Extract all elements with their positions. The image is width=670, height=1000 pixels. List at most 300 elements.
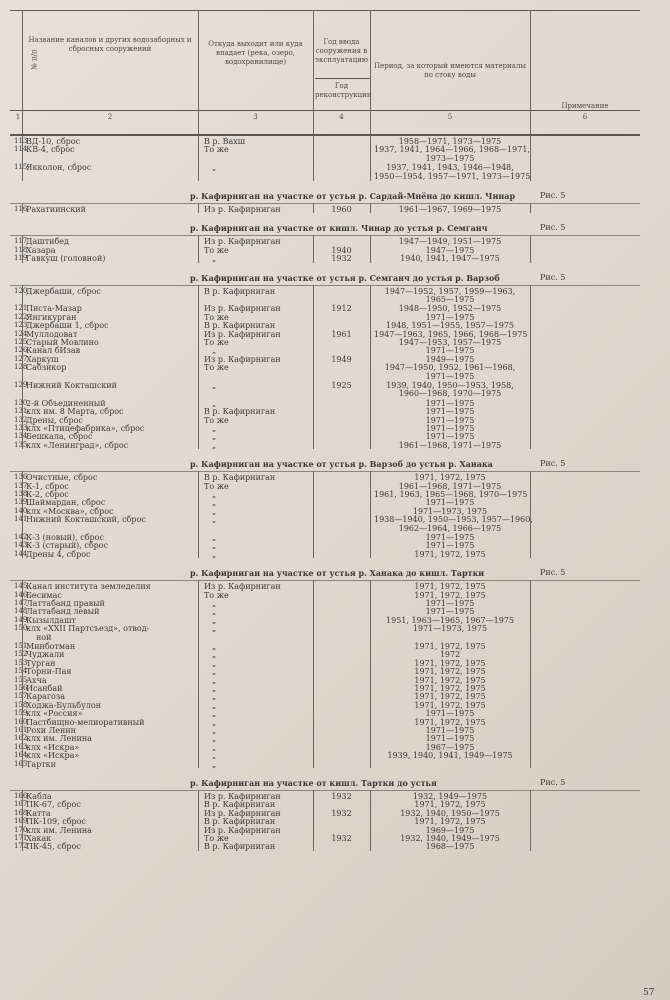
row-period: 1948—1950, 1952—1975 bbox=[398, 304, 502, 314]
body-column-divider bbox=[198, 285, 199, 450]
row-name: Якколон, сброс bbox=[26, 163, 92, 173]
row-number: 138 bbox=[14, 490, 28, 498]
header-col4-inner-rule bbox=[315, 78, 370, 79]
row-number: 167 bbox=[14, 800, 28, 809]
row-source: В р. Вахш bbox=[204, 137, 246, 146]
table-row bbox=[0, 254, 670, 262]
row-source: „ bbox=[212, 709, 217, 719]
row-name: Хазара bbox=[26, 245, 56, 255]
row-source: Из р. Кафирниган bbox=[204, 825, 281, 835]
row-source: „ bbox=[212, 667, 217, 677]
row-period: 1971—1975 bbox=[425, 709, 475, 719]
row-source: „ bbox=[212, 398, 217, 408]
row-number: 158 bbox=[14, 700, 28, 709]
row-period: 1937, 1941, 1943, 1946—1948, bbox=[386, 163, 514, 173]
row-source: „ bbox=[212, 615, 217, 625]
body-column-divider bbox=[313, 471, 314, 558]
row-source: Из р. Кафирниган bbox=[204, 205, 281, 214]
table-row bbox=[0, 346, 670, 354]
header-num-5: 5 bbox=[447, 113, 453, 121]
row-source: „ bbox=[212, 607, 217, 617]
row-name: Нижний Кокташский bbox=[26, 381, 117, 390]
row-source: То же bbox=[204, 245, 229, 255]
row-period: 1971—1973, 1975 bbox=[412, 624, 488, 634]
row-source: „ bbox=[212, 533, 217, 542]
row-source: То же bbox=[204, 834, 229, 843]
row-period: 1969—1975 bbox=[425, 825, 475, 835]
table-row bbox=[0, 424, 670, 432]
table-row bbox=[0, 473, 670, 481]
section-figure-ref: Рис. 5 bbox=[540, 778, 566, 787]
table-row bbox=[0, 363, 670, 380]
table-row bbox=[0, 842, 670, 850]
row-period: 1967—1975 bbox=[425, 742, 475, 752]
row-year: 1932 bbox=[331, 792, 352, 801]
table-row bbox=[0, 145, 670, 162]
row-source: „ bbox=[212, 515, 217, 525]
row-name: К-1, сброс bbox=[26, 481, 69, 491]
body-column-divider bbox=[313, 285, 314, 450]
table-row bbox=[0, 659, 670, 667]
row-year: 1925 bbox=[331, 381, 352, 390]
row-name: Кабла bbox=[26, 792, 52, 801]
row-number: 126 bbox=[14, 346, 28, 355]
table-row bbox=[0, 205, 670, 213]
row-name: Ходжа-Бульбулон bbox=[26, 700, 102, 710]
header-col-number: № п/п bbox=[30, 49, 39, 70]
row-source: То же bbox=[204, 363, 229, 373]
row-period: 1950—1954, 1957—1971, 1973—1975 bbox=[374, 171, 531, 181]
row-source: В р. Кафирниган bbox=[204, 286, 276, 296]
row-period: 1971, 1972, 1975 bbox=[414, 717, 486, 727]
table-row bbox=[0, 650, 670, 658]
row-period: 1932, 1940, 1950—1975 bbox=[400, 808, 500, 818]
row-year: 1960 bbox=[331, 205, 352, 214]
row-year: 1932 bbox=[331, 808, 352, 818]
row-number: 120 bbox=[14, 286, 28, 295]
table-row bbox=[0, 355, 670, 363]
body-column-divider bbox=[198, 135, 199, 181]
row-name: Дрены 4, сброс bbox=[26, 549, 91, 559]
row-name: Катта bbox=[26, 808, 51, 818]
table-row bbox=[0, 399, 670, 407]
row-number: 136 bbox=[14, 473, 28, 482]
table-row bbox=[0, 642, 670, 650]
row-number: 129 bbox=[14, 381, 28, 389]
row-period: 1971—1975 bbox=[425, 726, 475, 735]
row-number: 166 bbox=[14, 792, 28, 800]
row-period: 1971—1975 bbox=[425, 371, 475, 381]
row-source: „ bbox=[212, 734, 217, 744]
row-number: 141 bbox=[14, 515, 28, 524]
row-name: Пастбищно-мелиоративный bbox=[26, 717, 145, 727]
row-number: 116 bbox=[14, 205, 28, 213]
row-period: 1971—1975 bbox=[425, 734, 475, 744]
row-period: 1971, 1972, 1975 bbox=[414, 675, 486, 685]
table-row bbox=[0, 498, 670, 506]
body-column-divider bbox=[198, 203, 199, 213]
table-row bbox=[0, 381, 670, 398]
row-source: Из р. Кафирниган bbox=[204, 582, 281, 592]
row-number: 171 bbox=[14, 834, 28, 842]
row-name: Тартки bbox=[26, 759, 56, 769]
row-source: В р. Кафирниган bbox=[204, 321, 276, 331]
table-row bbox=[0, 407, 670, 415]
table-row bbox=[0, 330, 670, 338]
row-period: 1962—1964, 1966—1975 bbox=[398, 523, 502, 533]
row-period: 1971—1975 bbox=[425, 398, 475, 408]
header-num-4: 4 bbox=[339, 113, 344, 121]
row-year: 1949 bbox=[331, 354, 352, 364]
row-name: Джербаши, сброс bbox=[26, 286, 101, 296]
row-number: 144 bbox=[14, 549, 28, 558]
row-period: 1947—1975 bbox=[425, 245, 475, 255]
section-figure-ref: Рис. 5 bbox=[540, 459, 566, 469]
row-source: „ bbox=[212, 684, 217, 693]
row-name: Латтабанд правый bbox=[26, 599, 105, 608]
body-column-divider bbox=[370, 471, 371, 558]
row-number: 142 bbox=[14, 533, 28, 541]
row-period: 1947—1953, 1957—1975 bbox=[398, 338, 502, 347]
row-period: 1971—1975 bbox=[425, 607, 475, 617]
body-column-divider bbox=[530, 285, 531, 450]
row-number: 161 bbox=[14, 726, 28, 734]
row-name: Канал института земледелия bbox=[26, 582, 151, 592]
row-name: клх им. Ленина bbox=[26, 825, 92, 835]
row-source: „ bbox=[212, 381, 217, 390]
row-name: ПК-45, сброс bbox=[26, 842, 81, 852]
row-number: 152 bbox=[14, 650, 28, 659]
row-period: 1961, 1963, 1965—1968, 1970—1975 bbox=[374, 490, 528, 499]
header-column-divider bbox=[530, 10, 531, 134]
table-row bbox=[0, 541, 670, 549]
body-column-divider bbox=[370, 580, 371, 768]
row-number: 153 bbox=[14, 658, 28, 667]
body-column-divider bbox=[313, 235, 314, 262]
row-period: 1971—1975 bbox=[425, 424, 475, 433]
row-period: 1961—1968, 1971—1975 bbox=[398, 481, 502, 491]
row-number: 160 bbox=[14, 717, 28, 726]
row-source: Из р. Кафирниган bbox=[204, 792, 281, 801]
row-number: 128 bbox=[14, 363, 28, 372]
body-column-divider bbox=[22, 580, 23, 768]
table-row bbox=[0, 616, 670, 624]
section-title: р. Кафирниган на участке от устья р. Семганч до устья р. Варзоб bbox=[190, 272, 500, 283]
row-number: 163 bbox=[14, 742, 28, 751]
row-source: „ bbox=[212, 506, 217, 516]
row-name: Рахатиинский bbox=[26, 205, 86, 214]
row-source: В р. Кафирниган bbox=[204, 407, 276, 417]
table-row bbox=[0, 734, 670, 742]
row-name: ВД-10, сброс bbox=[26, 137, 81, 146]
row-period: 1971—1975 bbox=[425, 541, 475, 551]
row-source: „ bbox=[212, 346, 217, 356]
body-column-divider bbox=[530, 235, 531, 262]
row-source: Из р. Кафирниган bbox=[204, 304, 281, 314]
table-row bbox=[0, 751, 670, 759]
row-source: „ bbox=[212, 424, 217, 433]
row-name: 2-й Объединенный bbox=[26, 398, 106, 408]
row-number: 118 bbox=[14, 245, 28, 254]
table-row bbox=[0, 826, 670, 834]
table-row bbox=[0, 701, 670, 709]
row-source: В р. Кафирниган bbox=[204, 817, 276, 827]
row-source: „ bbox=[212, 742, 217, 752]
body-column-divider bbox=[22, 471, 23, 558]
row-source: „ bbox=[212, 717, 217, 727]
row-period: 1972 bbox=[439, 650, 461, 660]
header-num-3: 3 bbox=[253, 113, 258, 121]
section-title: р. Кафирниган на участке от кишл. Тартки до устья bbox=[190, 778, 437, 788]
row-period: 1939, 1940, 1950—1953, 1958, bbox=[386, 381, 514, 390]
row-period: 1947—1952, 1957, 1959—1963, bbox=[384, 286, 516, 296]
row-number: 132 bbox=[14, 415, 28, 424]
row-period: 1947—1950, 1952, 1961—1968, bbox=[384, 363, 516, 373]
row-period: 1932, 1949—1975 bbox=[412, 792, 488, 801]
body-column-divider bbox=[22, 135, 23, 181]
row-name: клх «Птицефабрика», сброс bbox=[26, 424, 145, 433]
body-column-divider bbox=[313, 135, 314, 181]
row-name: Исанбай bbox=[26, 684, 63, 693]
section-rule bbox=[10, 471, 640, 472]
row-name: Даштибед bbox=[26, 237, 69, 247]
row-name: Бесимас bbox=[26, 590, 62, 600]
section-figure-ref: Рис. 5 bbox=[540, 568, 566, 578]
row-name: клх «Москва», сброс bbox=[26, 506, 114, 516]
row-period: 1961—1967, 1969—1975 bbox=[398, 205, 502, 214]
header-bottom-rule bbox=[10, 134, 640, 136]
row-period: 1940, 1941, 1947—1975 bbox=[400, 254, 500, 264]
row-name: Торни-Пая bbox=[26, 667, 72, 677]
row-source: „ bbox=[212, 490, 217, 499]
body-column-divider bbox=[530, 580, 531, 768]
table-row bbox=[0, 246, 670, 254]
row-source: Из р. Кафирниган bbox=[204, 808, 281, 818]
table-row bbox=[0, 533, 670, 541]
table-row bbox=[0, 667, 670, 675]
row-number: 169 bbox=[14, 817, 28, 826]
body-column-divider bbox=[370, 285, 371, 450]
table-row bbox=[0, 743, 670, 751]
row-source: „ bbox=[212, 751, 217, 761]
body-column-divider bbox=[22, 285, 23, 450]
header-num-6: 6 bbox=[582, 113, 588, 121]
header-column-divider bbox=[370, 10, 371, 134]
header-col-year-intro: Год ввода сооружения в эксплуатацию bbox=[315, 38, 368, 64]
row-number: 156 bbox=[14, 684, 28, 692]
row-name: Муллодоват bbox=[26, 329, 78, 339]
table-row bbox=[0, 137, 670, 145]
body-column-divider bbox=[313, 790, 314, 851]
header-column-divider bbox=[313, 10, 314, 134]
row-number: 148 bbox=[14, 607, 28, 616]
row-period: 1973—1975 bbox=[425, 153, 475, 163]
row-name: клх «Искра» bbox=[26, 742, 80, 752]
row-period: 1971—1975 bbox=[425, 346, 475, 356]
body-column-divider bbox=[22, 203, 23, 213]
row-period: 1971, 1972, 1975 bbox=[414, 684, 486, 693]
row-name: клх им. Ленина bbox=[26, 734, 92, 744]
row-period: 1960—1968, 1970—1975 bbox=[398, 389, 502, 399]
table-row bbox=[0, 507, 670, 515]
row-name: КВ-4, сброс bbox=[26, 145, 75, 155]
section-title: р. Кафирниган на участке от устья р. Ханака до кишл. Тартки bbox=[190, 568, 485, 579]
body-column-divider bbox=[198, 790, 199, 851]
table-row bbox=[0, 304, 670, 312]
body-column-divider bbox=[198, 471, 199, 558]
table-row bbox=[0, 313, 670, 321]
row-name: клх «Россия» bbox=[26, 709, 83, 719]
row-number: 133 bbox=[14, 424, 28, 432]
table-row bbox=[0, 792, 670, 800]
section-rule bbox=[10, 203, 640, 204]
row-source: То же bbox=[204, 415, 229, 425]
header-top-rule bbox=[10, 10, 640, 11]
row-name: Дрены, сброс bbox=[26, 415, 83, 425]
table-row bbox=[0, 624, 670, 641]
body-column-divider bbox=[22, 235, 23, 262]
row-number: 164 bbox=[14, 751, 28, 760]
row-period: 1932, 1940, 1949—1975 bbox=[400, 834, 500, 843]
header-col-year-recon: Год реконструкции bbox=[315, 82, 372, 99]
row-period: 1958—1971, 1973—1975 bbox=[398, 137, 502, 146]
row-number: 149 bbox=[14, 615, 28, 624]
row-source: „ bbox=[212, 700, 217, 710]
row-number: 123 bbox=[14, 321, 28, 330]
row-number: 151 bbox=[14, 642, 28, 650]
table-row bbox=[0, 684, 670, 692]
row-source: Из р. Кафирниган bbox=[204, 329, 281, 339]
row-name: Минботман bbox=[26, 642, 76, 651]
row-period: 1968—1975 bbox=[425, 842, 475, 852]
header-num-2: 2 bbox=[107, 113, 113, 121]
row-source: То же bbox=[204, 145, 229, 155]
table-row bbox=[0, 237, 670, 245]
row-year: 1912 bbox=[331, 304, 352, 314]
row-number: 145 bbox=[14, 582, 28, 591]
header-column-divider bbox=[198, 10, 199, 134]
row-number: 124 bbox=[14, 329, 28, 338]
row-number: 162 bbox=[14, 734, 28, 743]
row-period: 1971, 1972, 1975 bbox=[414, 642, 486, 651]
body-column-divider bbox=[198, 235, 199, 262]
table-row bbox=[0, 718, 670, 726]
body-column-divider bbox=[530, 135, 531, 181]
row-year: 1961 bbox=[331, 329, 352, 339]
row-period: 1971—1973, 1975 bbox=[412, 506, 488, 516]
row-name: Латтабанд левый bbox=[26, 607, 100, 617]
row-year: 1932 bbox=[331, 834, 352, 843]
row-source: „ bbox=[212, 549, 217, 559]
body-column-divider bbox=[530, 203, 531, 213]
row-name: клх «Ленинград», сброс bbox=[26, 440, 129, 450]
body-column-divider bbox=[370, 203, 371, 213]
row-year: 1932 bbox=[331, 254, 352, 264]
row-name: Писта-Мазар bbox=[26, 304, 82, 314]
row-period: 1947—1949, 1951—1975 bbox=[398, 237, 502, 247]
table-row bbox=[0, 321, 670, 329]
table-row bbox=[0, 515, 670, 532]
row-number: 119 bbox=[14, 254, 28, 263]
row-number: 113 bbox=[14, 137, 28, 145]
table-row bbox=[0, 591, 670, 599]
row-source: „ bbox=[212, 541, 217, 551]
row-source: „ bbox=[212, 675, 217, 685]
row-period: 1971—1975 bbox=[425, 312, 475, 322]
row-name: Рохи Ленин bbox=[26, 726, 76, 735]
row-number: 157 bbox=[14, 692, 28, 701]
row-source: То же bbox=[204, 338, 229, 347]
body-column-divider bbox=[530, 790, 531, 851]
row-source: „ bbox=[212, 163, 217, 173]
row-period: 1971, 1972, 1975 bbox=[414, 700, 486, 710]
row-source: То же bbox=[204, 312, 229, 322]
row-period: 1971, 1972, 1975 bbox=[414, 800, 486, 810]
header-col-note: Примечание bbox=[561, 102, 609, 110]
row-name: Гавкуш (головной) bbox=[26, 254, 106, 264]
row-name: Сабзикор bbox=[26, 363, 67, 373]
row-source: В р. Кафирниган bbox=[204, 800, 276, 810]
row-number: 130 bbox=[14, 398, 28, 407]
row-source: В р. Кафирниган bbox=[204, 473, 276, 483]
row-number: 135 bbox=[14, 440, 28, 449]
table-row bbox=[0, 432, 670, 440]
row-period: 1971—1975 bbox=[425, 599, 475, 608]
row-name: К-3 (старый), сброс bbox=[26, 541, 109, 551]
row-number: 168 bbox=[14, 808, 28, 817]
row-name: Кызылдашт bbox=[26, 615, 76, 625]
row-period: 1971, 1972, 1975 bbox=[414, 692, 486, 702]
row-number: 122 bbox=[14, 312, 28, 321]
body-column-divider bbox=[313, 580, 314, 768]
header-col-source: Откуда выходит или куда впадает (река, озеро, водохранилище) bbox=[208, 40, 303, 66]
row-number: 154 bbox=[14, 667, 28, 676]
row-period: 1971—1975 bbox=[425, 498, 475, 508]
row-name: Канал бИзав bbox=[26, 346, 81, 356]
section-rule bbox=[10, 790, 640, 791]
table-row bbox=[0, 676, 670, 684]
row-period: 1971, 1972, 1975 bbox=[414, 667, 486, 677]
section-title: р. Кафирниган на участке от устья р. Варзоб до устья р. Ханака bbox=[190, 459, 493, 470]
row-source: „ bbox=[212, 726, 217, 735]
row-number: 150 bbox=[14, 624, 28, 633]
row-source: „ bbox=[212, 440, 217, 450]
row-period: 1971, 1972, 1975 bbox=[414, 658, 486, 668]
row-name: К-3 (новый), сброс bbox=[26, 533, 104, 542]
row-source: „ bbox=[212, 254, 217, 264]
table-row bbox=[0, 599, 670, 607]
row-number: 131 bbox=[14, 407, 28, 416]
section-rule bbox=[10, 285, 640, 286]
row-name-cont: ной bbox=[36, 632, 52, 642]
row-period: 1971—1975 bbox=[425, 407, 475, 417]
row-period: 1971, 1972, 1975 bbox=[414, 582, 486, 592]
table-row bbox=[0, 800, 670, 808]
row-number: 127 bbox=[14, 354, 28, 363]
header-col-name: Название каналов и других водозаборных и сбросных сооружений bbox=[28, 36, 192, 53]
row-name: Старый Мовлино bbox=[26, 338, 99, 347]
row-number: 147 bbox=[14, 599, 28, 607]
row-name: Ахча bbox=[26, 675, 47, 685]
table-row bbox=[0, 709, 670, 717]
row-name: Шаймардан, сброс bbox=[26, 498, 106, 508]
row-name: Янгикурган bbox=[26, 312, 77, 322]
row-source: „ bbox=[212, 498, 217, 508]
row-period: 1947—1963, 1965, 1966, 1968—1975 bbox=[374, 329, 528, 339]
row-name: клх им. 8 Марта, сброс bbox=[26, 407, 124, 417]
row-name: Очистные, сброс bbox=[26, 473, 98, 483]
section-figure-ref: Рис. 5 bbox=[540, 191, 566, 200]
